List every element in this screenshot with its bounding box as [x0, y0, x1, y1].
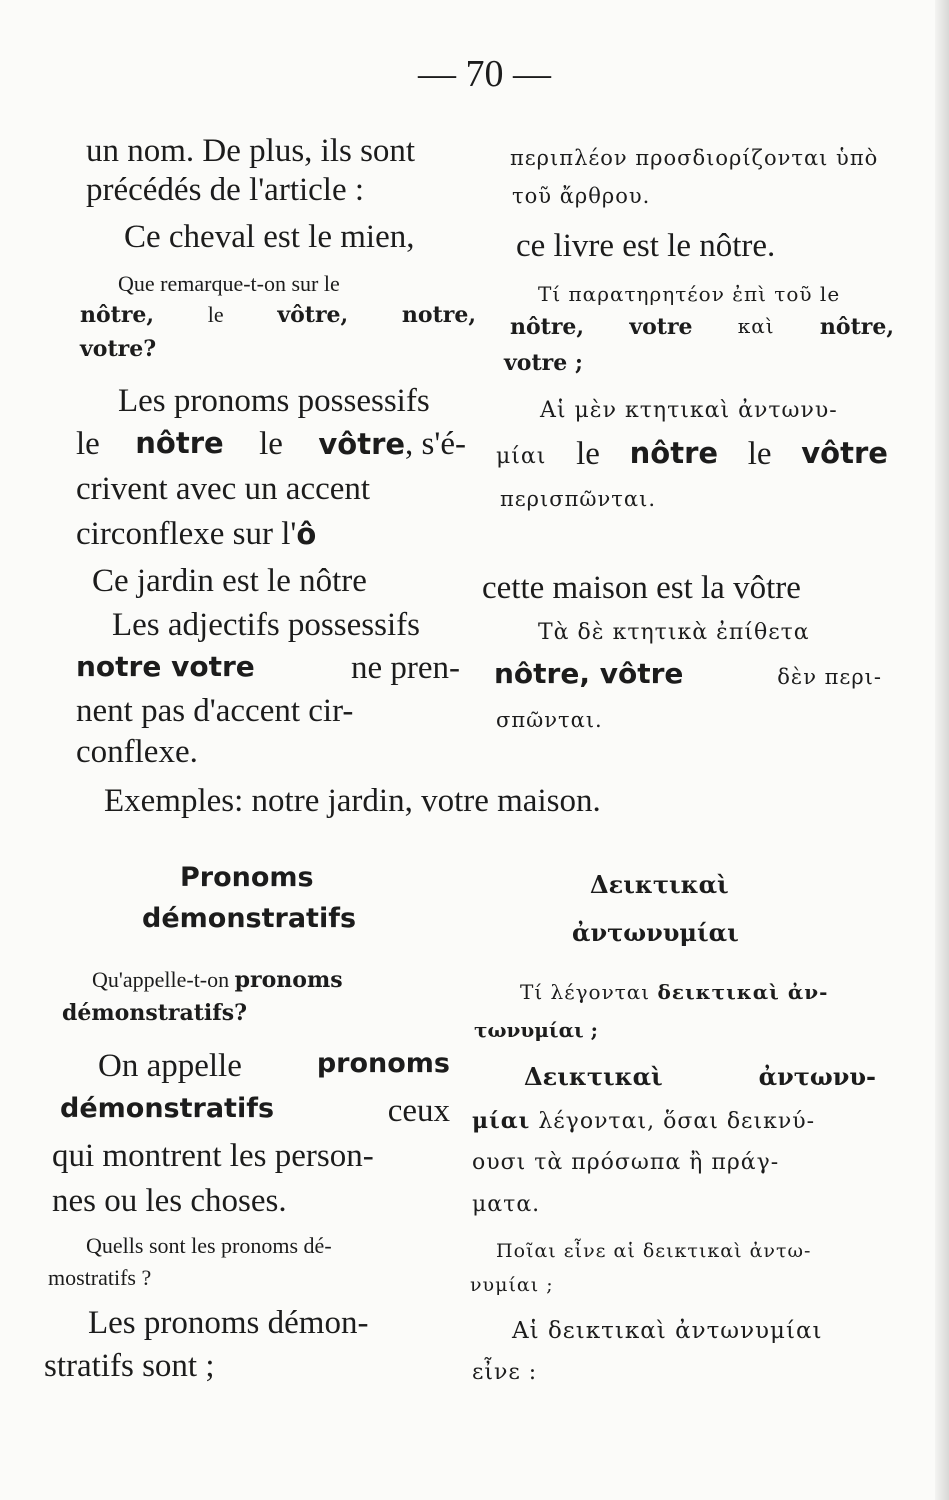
word-notre-bold: nôtre, [80, 302, 155, 328]
right-answer-1-line-2 [496, 436, 888, 473]
heading-antonymiai: ἀντωνυμίαι [572, 918, 739, 947]
examples-line: Exemples: notre jardin, votre maison. [104, 783, 601, 819]
left-answer-1-line-4-text: circonflexe sur l' [76, 516, 297, 552]
right-answer-3-line-4: ματα. [472, 1192, 541, 1217]
heading-deiktikai: Δεικτικαὶ [590, 870, 729, 899]
words-notre-votre-bold: notre votre [76, 650, 255, 683]
right-example-livre: ce livre est le nôtre. [516, 228, 776, 264]
word-notre-bold: nôtre, [510, 314, 585, 340]
right-question-2-line-2: τωνυμίαι ; [474, 1018, 598, 1042]
left-answer-1-line-2 [76, 426, 466, 463]
right-question-1-line-3: votre ; [504, 350, 583, 376]
left-example-cheval: Ce cheval est le mien, [124, 219, 415, 255]
word-demonstratifs-bold: démonstratifs [60, 1093, 275, 1124]
left-question-1-line-2 [80, 302, 476, 328]
word-antony-bold: ἀντωνυ- [758, 1062, 876, 1091]
page-number: — 70 — [418, 53, 551, 95]
word-pronoms-bold: pronoms [316, 1048, 450, 1079]
right-question-1-line-1: Τί παρατηρητέον ἐπὶ τοῦ le [538, 282, 841, 306]
left-answer-2-line-3-text: nent pas d'accent cir- [76, 693, 354, 729]
page-edge-shadow [935, 0, 949, 1500]
left-question-3-line-1: Quells sont les pronoms dé- [86, 1233, 332, 1258]
right-question-3-line-1: Ποῖαι εἶνε αἱ δεικτικαὶ ἀντω- [496, 1240, 812, 1262]
left-answer-1-line-1: Les pronoms possessifs [118, 383, 430, 419]
heading-demonstratifs: démonstratifs [142, 903, 357, 934]
right-question-2-line-1 [520, 980, 828, 1004]
word-votre-bold: vôtre [801, 436, 888, 470]
left-question-2-line-2: démonstratifs? [62, 1000, 247, 1026]
right-answer-2-line-1: Τὰ δὲ κτητικὰ ἐπίθετα [538, 620, 810, 645]
words-den-peri: δὲν περι- [777, 665, 882, 689]
word-miai: μίαι [496, 444, 547, 469]
words-deiktikai-an-bold: δεικτικαὶ ἀν- [657, 980, 829, 1004]
left-line-1: un nom. De plus, ils sont [86, 133, 416, 169]
left-question-2-line-1 [92, 967, 343, 993]
left-example-jardin: Ce jardin est le nôtre [92, 563, 367, 599]
left-line-2: précédés de l'article : [86, 172, 365, 208]
word-le: le [207, 302, 224, 327]
left-answer-4-line-1-text: Les pronoms démon- [88, 1305, 369, 1341]
word-notre-bold-2: notre, [401, 302, 476, 328]
right-greek-line-1: περιπλέον προσδιορίζονται ὑπὸ [510, 146, 879, 170]
left-answer-2-line-1: Les adjectifs possessifs [112, 607, 420, 643]
word-notre-bold: nôtre [629, 436, 719, 470]
right-answer-1-line-3: περισπῶνται. [500, 487, 656, 511]
left-answer-3-line-1 [98, 1048, 450, 1085]
left-answer-2-line-4: conflexe. [76, 734, 198, 770]
word-notre-bold-2: nôtre, [819, 314, 894, 340]
words-legontai-osai: λέγονται, ὅσαι δεικνύ- [538, 1109, 816, 1134]
right-answer-3-line-1 [524, 1062, 876, 1091]
word-le: le [76, 426, 100, 462]
right-greek-line-2: τοῦ ἄρθρου. [512, 184, 651, 208]
word-miai-bold: μίαι [472, 1108, 531, 1134]
word-votre-bold: votre [629, 314, 693, 340]
left-question-1-line-3: votre? [80, 336, 157, 362]
left-question-2-text: Qu'appelle-t-on [92, 967, 230, 992]
word-secrivent: , s'é- [405, 426, 466, 462]
left-answer-2-line-2 [76, 650, 460, 687]
left-answer-3-line-2 [60, 1093, 450, 1130]
left-question-3-line-2: mostratifs ? [48, 1265, 152, 1290]
right-answer-3-line-2 [472, 1108, 815, 1134]
right-answer-3-line-3: ουσι τὰ πρόσωπα ἢ πράγ- [472, 1150, 780, 1175]
left-answer-4-line-2: stratifs sont ; [44, 1348, 215, 1384]
word-notre-bold: nôtre [135, 426, 224, 460]
left-answer-3-line-4: nes ou les choses. [52, 1183, 287, 1219]
words-on-appelle: On appelle [98, 1048, 242, 1084]
right-answer-4-line-1: Αἱ δεικτικαὶ ἀντωνυμίαι [512, 1318, 823, 1344]
word-le-2: le [747, 436, 772, 472]
left-answer-3-line-3: qui montrent les person- [52, 1138, 374, 1174]
left-answer-1-line-4 [76, 516, 316, 553]
right-answer-4-line-2: εἶνε : [472, 1360, 538, 1385]
words-ti-legontai: Τί λέγονται [520, 980, 651, 1004]
word-le-2: le [259, 426, 283, 462]
right-question-3-line-2: νυμίαι ; [470, 1274, 554, 1296]
word-ceux: ceux [387, 1093, 450, 1129]
word-kai: καὶ [737, 314, 775, 338]
word-votre-bold: vôtre, [277, 302, 349, 328]
word-deiktikai-bold: Δεικτικαὶ [524, 1062, 663, 1091]
words-ne-pren: ne pren- [350, 650, 460, 686]
left-answer-1-line-3 [76, 471, 466, 508]
left-answer-4-line-1 [88, 1305, 440, 1342]
right-answer-2-line-3: σπῶνται. [496, 708, 603, 732]
right-answer-2-line-2 [494, 657, 882, 690]
right-question-1-line-2 [510, 314, 894, 340]
heading-pronoms: Pronoms [180, 862, 314, 893]
word-votre-bold: vôtre [318, 427, 406, 461]
right-example-maison: cette maison est la vôtre [482, 570, 801, 606]
word-pronoms-bold: pronoms [234, 967, 343, 993]
left-question-1-line-1: Que remarque-t-on sur le [118, 271, 340, 296]
words-notre-votre-bold: nôtre, vôtre [494, 657, 684, 690]
right-answer-1-line-1: Αἱ μὲν κτητικαὶ ἀντωνυ- [540, 398, 838, 423]
left-answer-1-line-3-text: crivent avec un accent [76, 471, 371, 507]
word-le: le [576, 436, 600, 472]
left-answer-2-line-3 [76, 693, 454, 730]
letter-o-circumflex: ô [296, 517, 317, 551]
